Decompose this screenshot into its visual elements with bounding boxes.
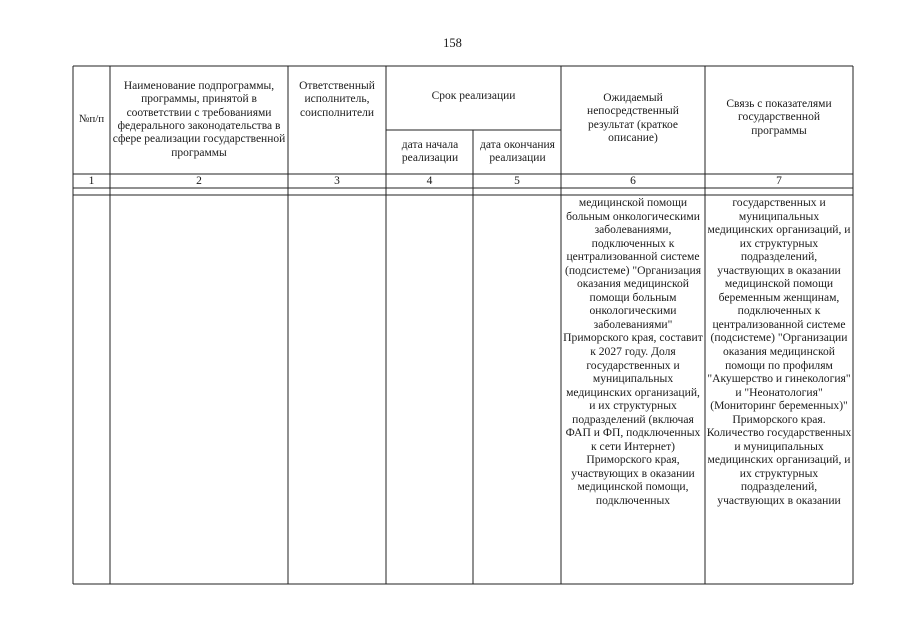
header-subprogram-name: Наименование подпрограммы, программы, принятой в соответствии с требованиями федерального законодательства в сфере реализации государственной программы: [112, 79, 286, 159]
header-expected-result: Ожидаемый непосредственный результат (краткое описание): [587, 92, 679, 145]
indicator-link-text: государственных и муниципальных медицинских организаций, и их структурных подразделений, участвующих в оказании медицинской помощи беременным женщинам, подключенных к централизованной системе (подсистеме) "Организации оказания медицинской помощи по профилям "Акушерство и гинекология" и "Неонатология" (Мониторинг беременных)" Приморского края. Количество государственных и муниципальных медицинских организаций, и их структурных подразделений, участвующих в оказании: [706, 196, 852, 508]
page-number: 158: [443, 36, 462, 50]
column-number-1: 1: [88, 175, 95, 187]
column-number-3: 3: [334, 175, 340, 187]
header-row-number: №п/п: [78, 113, 105, 126]
header-link-to-indicators: Связь с показателями государственной программы: [726, 98, 832, 137]
header-responsible-executor: Ответственный исполнитель, соисполнители: [299, 80, 375, 119]
column-number-6: 6: [630, 175, 636, 187]
column-number-4: 4: [426, 175, 433, 187]
column-number-7: 7: [776, 175, 782, 187]
header-implementation-period: Срок реализации: [431, 90, 516, 102]
column-number-2: 2: [196, 175, 202, 187]
column-number-5: 5: [514, 175, 520, 187]
expected-result-text: медицинской помощи больным онкологическими заболеваниями, подключенных к централизованной системе (подсистеме) "Организация оказания медицинской помощи больным онкологическими заболеваниями" Приморского края, составит к 2027 году. Доля государственных и муниципальных медицинских организаций, и их структурных подразделений (включая ФАП и ФП, подключенных к сети Интернет) Приморского края, участвующих в оказании медицинской помощи, подключенных: [563, 196, 703, 508]
header-start-date: дата начала реализации: [401, 138, 459, 164]
header-end-date: дата окончания реализации: [480, 138, 555, 164]
